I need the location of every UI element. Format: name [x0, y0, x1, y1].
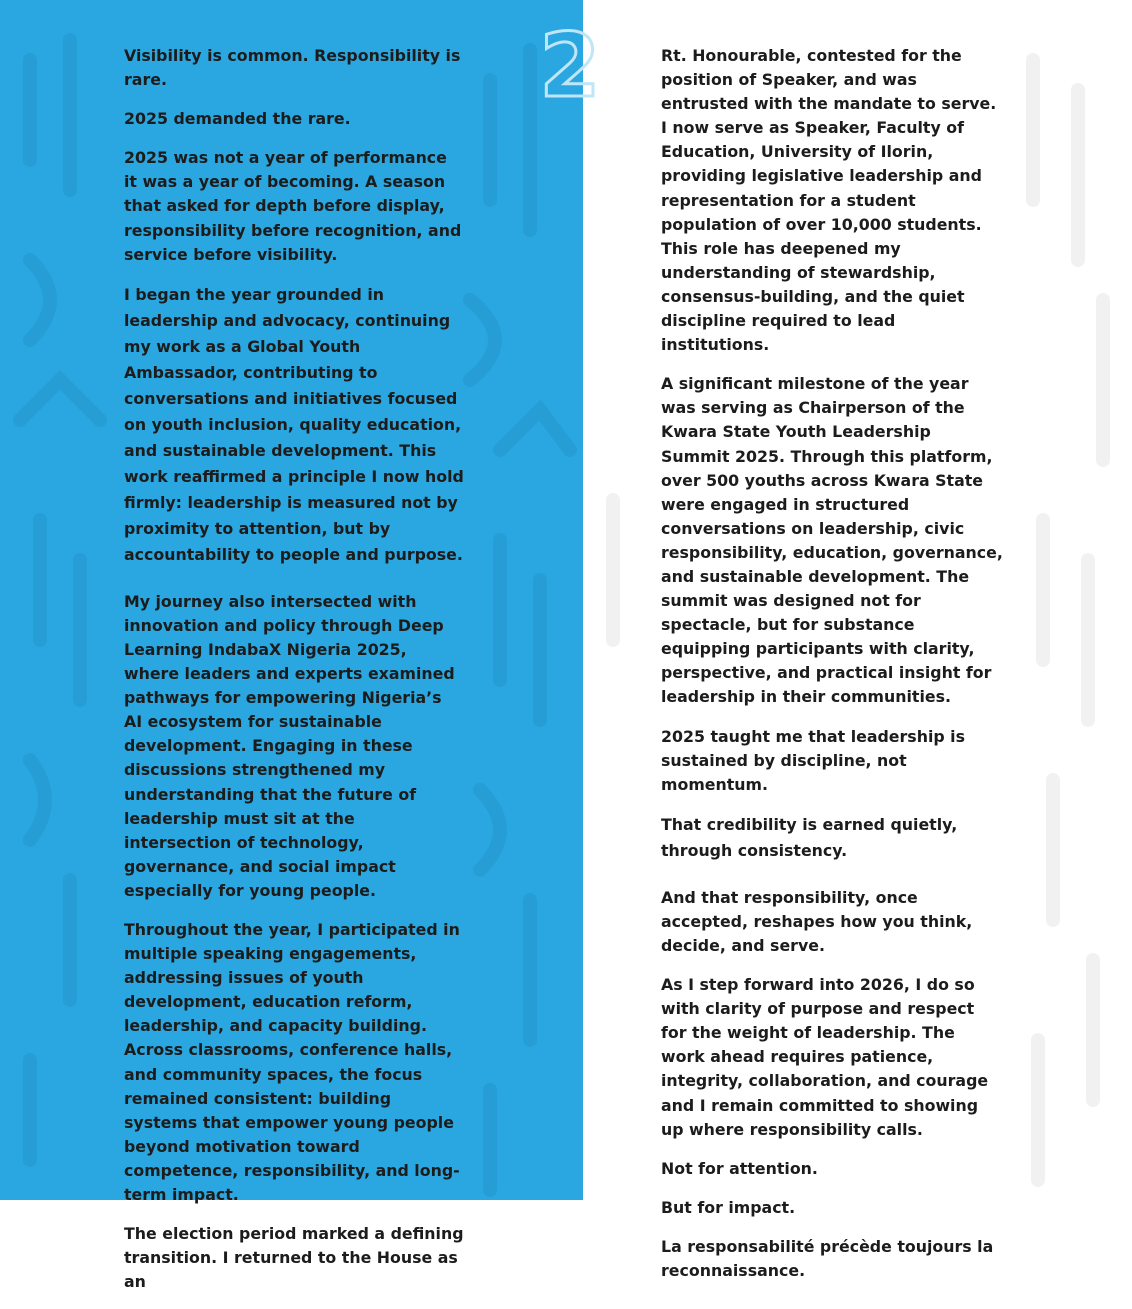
- page-number: [535, 22, 605, 108]
- paragraph: That credibility is earned quietly, through consistency.: [661, 814, 958, 860]
- paragraph: Throughout the year, I participated in multiple speaking engagements, addressing issues of youth development, education reform, leadership, and capacity building. Across classrooms, conference halls, and community spaces, the focus remained consistent: building systems that empower young people beyond motivation toward competence, responsibility, and long-term impact.: [124, 919, 460, 1204]
- paragraph: 2025 taught me that leadership is sustained by discipline, not momentum.: [661, 726, 965, 794]
- right-column: [661, 44, 1003, 1298]
- paragraph: Visibility is common. Responsibility is rare.: [124, 46, 461, 90]
- page-number-text: 2: [539, 22, 601, 108]
- paragraph: And that responsibility, once accepted, reshapes how you think, decide, and serve.: [661, 887, 973, 955]
- paragraph: Rt. Honourable, contested for the position of Speaker, and was entrusted with the mandate to serve. I now serve as Speaker, Faculty of Education, University of Ilorin, providing legislative leadership and representation for a student population of over 10,000 students. This role has deepened my understanding of stewardship, consensus-building, and the quiet discipline required to lead institutions.: [661, 46, 997, 355]
- paragraph: The election period marked a defining transition. I returned to the House as an: [124, 1224, 464, 1292]
- paragraph: La responsabilité précède toujours la reconnaissance.: [661, 1236, 994, 1281]
- paragraph: I began the year grounded in leadership and advocacy, continuing my work as a Global Youth Ambassador, contributing to conversations and initiatives focused on youth inclusion, quality education, and sustainable development. This work reaffirmed a principle I now hold firmly: leadership is measured not by proximity to attention, but by accountability to people and purpose.: [124, 284, 464, 564]
- paragraph: 2025 was not a year of performance it was a year of becoming. A season that asked for depth before display, responsibility before recognition, and service before visibility.: [124, 148, 462, 264]
- left-column: [124, 44, 464, 1309]
- paragraph: My journey also intersected with innovation and policy through Deep Learning IndabaX Nigeria 2025, where leaders and experts examined pathways for empowering Nigeria’s AI ecosystem for sustainable development. Engaging in these discussions strengthened my understanding that the future of leadership must sit at the intersection of technology, governance, and social impact especially for young people.: [124, 591, 455, 900]
- page-number-outline: [535, 22, 605, 108]
- paragraph: A significant milestone of the year was serving as Chairperson of the Kwara State Youth Leadership Summit 2025. Through this platform, over 500 youths across Kwara State were engaged in structured conversations on leadership, civic responsibility, education, governance, and sustainable development. The summit was designed not for spectacle, but for substance equipping participants with clarity, perspective, and practical insight for leadership in their communities.: [661, 374, 1003, 707]
- paragraph: Not for attention.: [661, 1158, 818, 1178]
- paragraph: As I step forward into 2026, I do so with clarity of purpose and respect for the weight of leadership. The work ahead requires patience, integrity, collaboration, and courage and I remain committed to showing up where responsibility calls.: [661, 975, 989, 1139]
- paragraph: But for impact.: [661, 1197, 796, 1217]
- paragraph: 2025 demanded the rare.: [124, 109, 351, 129]
